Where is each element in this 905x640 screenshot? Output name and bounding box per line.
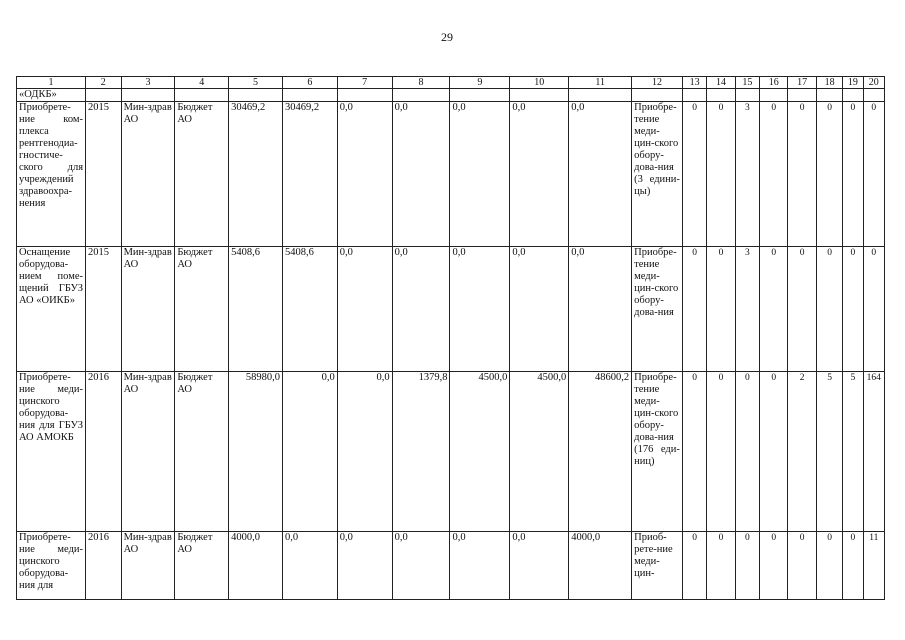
result-cell: Приобре-тение меди-цин-ского обору-дова-ния (3 едини-цы) [632, 102, 683, 247]
amount-cell: 0,0 [450, 102, 510, 247]
amount-cell: 0,0 [392, 102, 450, 247]
amount-cell: 0,0 [337, 372, 392, 532]
header-row [17, 77, 885, 89]
continuation-cell: «ОДКБ» [17, 89, 86, 102]
indicator-cell: 0 [816, 532, 842, 600]
measure-name: Приобрете-ние ком-плекса рентгенодиа-гностиче-ского для учреждений здравоохра-нения [17, 102, 86, 247]
indicator-cell: 0 [863, 247, 884, 372]
page-number: 29 [441, 30, 453, 44]
amount-cell: 0,0 [510, 532, 569, 600]
amount-cell: 0,0 [392, 247, 450, 372]
header-cell: 3 [121, 77, 175, 89]
executor-cell: Мин-здрав АО [121, 372, 175, 532]
amount-cell: 0,0 [337, 102, 392, 247]
amount-cell: 0,0 [392, 532, 450, 600]
indicator-cell: 5 [816, 372, 842, 532]
header-cell: 5 [229, 77, 283, 89]
amount-cell: 5408,6 [282, 247, 337, 372]
source-cell: Бюджет АО [175, 532, 229, 600]
table-row [17, 102, 885, 247]
indicator-cell: 11 [863, 532, 884, 600]
header-cell: 15 [735, 77, 759, 89]
indicator-cell: 0 [682, 372, 706, 532]
amount-cell: 0,0 [510, 247, 569, 372]
header-cell: 20 [863, 77, 884, 89]
amount-cell: 5408,6 [229, 247, 283, 372]
indicator-cell: 0 [843, 532, 863, 600]
header-cell: 17 [788, 77, 816, 89]
measure-name: Оснащение оборудова-нием поме-щений ГБУЗ АО «ОИКБ» [17, 247, 86, 372]
indicator-cell: 0 [816, 247, 842, 372]
indicator-cell: 0 [707, 372, 735, 532]
amount-cell: 4000,0 [229, 532, 283, 600]
indicator-cell: 0 [682, 532, 706, 600]
header-cell: 11 [569, 77, 632, 89]
amount-cell: 0,0 [450, 247, 510, 372]
measure-name: Приобрете-ние меди-цинского оборудова-ния для ГБУЗ АО АМОКБ [17, 372, 86, 532]
amount-cell: 1379,8 [392, 372, 450, 532]
year-cell: 2015 [86, 247, 122, 372]
indicator-cell: 0 [682, 247, 706, 372]
result-cell: Приоб-рете-ние меди-цин- [632, 532, 683, 600]
header-cell: 16 [760, 77, 788, 89]
indicator-cell: 0 [788, 532, 816, 600]
amount-cell: 48600,2 [569, 372, 632, 532]
indicator-cell: 0 [682, 102, 706, 247]
amount-cell: 30469,2 [282, 102, 337, 247]
year-cell: 2016 [86, 372, 122, 532]
indicator-cell: 3 [735, 102, 759, 247]
indicator-cell: 0 [735, 372, 759, 532]
amount-cell: 0,0 [450, 532, 510, 600]
amount-cell: 58980,0 [229, 372, 283, 532]
indicator-cell: 0 [788, 102, 816, 247]
program-table [16, 76, 885, 600]
indicator-cell: 0 [843, 102, 863, 247]
amount-cell: 0,0 [569, 247, 632, 372]
amount-cell: 4500,0 [450, 372, 510, 532]
header-cell: 14 [707, 77, 735, 89]
amount-cell: 0,0 [282, 372, 337, 532]
indicator-cell: 0 [863, 102, 884, 247]
amount-cell: 4000,0 [569, 532, 632, 600]
indicator-cell: 164 [863, 372, 884, 532]
header-cell: 10 [510, 77, 569, 89]
header-cell: 6 [282, 77, 337, 89]
source-cell: Бюджет АО [175, 372, 229, 532]
amount-cell: 0,0 [510, 102, 569, 247]
year-cell: 2016 [86, 532, 122, 600]
header-cell: 1 [17, 77, 86, 89]
table-row [17, 247, 885, 372]
continuation-row [17, 89, 885, 102]
indicator-cell: 0 [707, 532, 735, 600]
header-cell: 7 [337, 77, 392, 89]
header-cell: 2 [86, 77, 122, 89]
source-cell: Бюджет АО [175, 247, 229, 372]
measure-name: Приобрете-ние меди-цинского оборудова-ния для [17, 532, 86, 600]
indicator-cell: 2 [788, 372, 816, 532]
indicator-cell: 0 [735, 532, 759, 600]
amount-cell: 0,0 [569, 102, 632, 247]
executor-cell: Мин-здрав АО [121, 247, 175, 372]
header-cell: 8 [392, 77, 450, 89]
indicator-cell: 0 [707, 247, 735, 372]
amount-cell: 4500,0 [510, 372, 569, 532]
amount-cell: 0,0 [282, 532, 337, 600]
indicator-cell: 0 [843, 247, 863, 372]
header-cell: 9 [450, 77, 510, 89]
indicator-cell: 0 [816, 102, 842, 247]
header-cell: 18 [816, 77, 842, 89]
executor-cell: Мин-здрав АО [121, 102, 175, 247]
table-row [17, 532, 885, 600]
indicator-cell: 0 [760, 102, 788, 247]
header-cell: 4 [175, 77, 229, 89]
indicator-cell: 0 [760, 372, 788, 532]
table-row [17, 372, 885, 532]
amount-cell: 0,0 [337, 532, 392, 600]
result-cell: Приобре-тение меди-цин-ского обору-дова-ния (176 еди-ниц) [632, 372, 683, 532]
header-cell: 12 [632, 77, 683, 89]
indicator-cell: 5 [843, 372, 863, 532]
amount-cell: 30469,2 [229, 102, 283, 247]
header-cell: 19 [843, 77, 863, 89]
indicator-cell: 0 [760, 532, 788, 600]
executor-cell: Мин-здрав АО [121, 532, 175, 600]
result-cell: Приобре-тение меди-цин-ского обору-дова-ния [632, 247, 683, 372]
indicator-cell: 3 [735, 247, 759, 372]
amount-cell: 0,0 [337, 247, 392, 372]
year-cell: 2015 [86, 102, 122, 247]
indicator-cell: 0 [707, 102, 735, 247]
indicator-cell: 0 [760, 247, 788, 372]
source-cell: Бюджет АО [175, 102, 229, 247]
header-cell: 13 [682, 77, 706, 89]
indicator-cell: 0 [788, 247, 816, 372]
